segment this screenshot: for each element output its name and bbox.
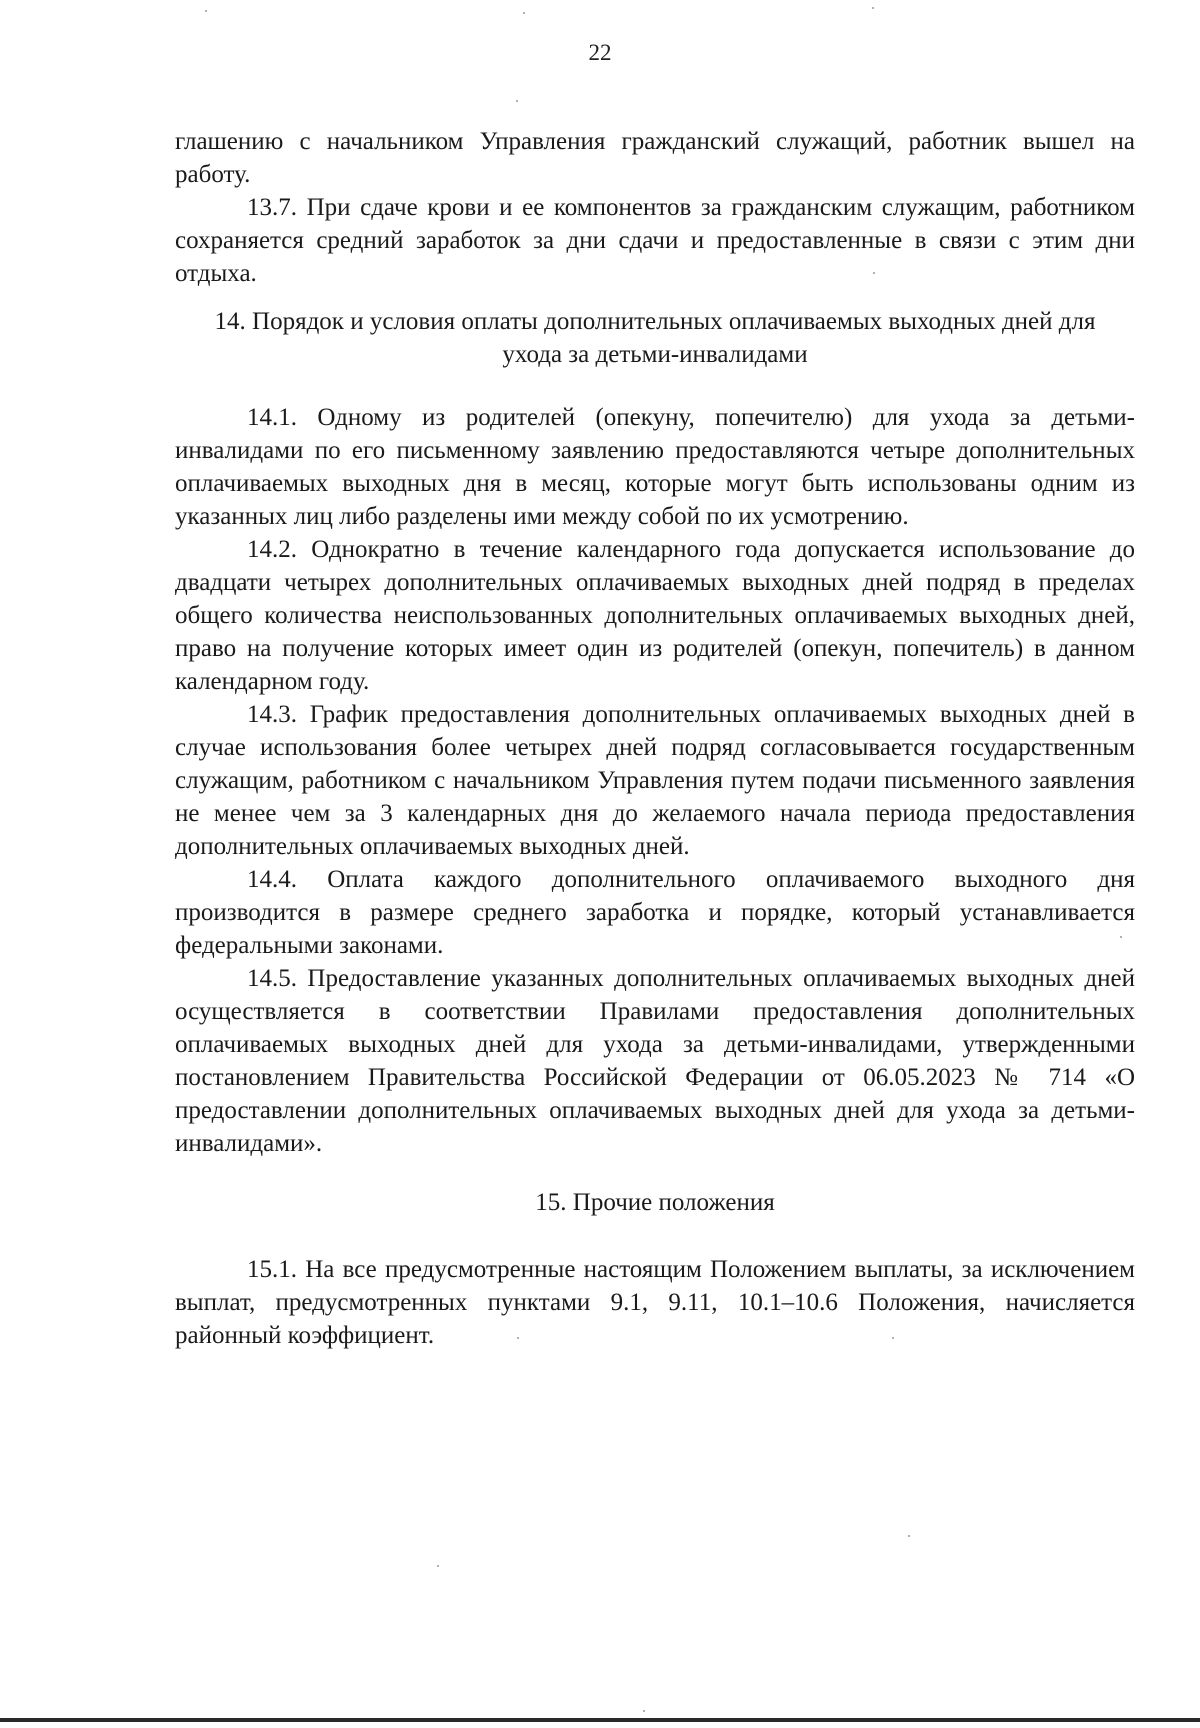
scan-speck (523, 12, 525, 14)
paragraph-continuation: глашению с начальником Управления гражданский служащий, работник вышел на работу. (175, 128, 1135, 188)
page-bottom-edge (0, 1718, 1200, 1722)
scan-speck (517, 1337, 519, 1339)
scan-speck (643, 1710, 645, 1712)
scan-speck (437, 1565, 439, 1567)
paragraph-14-1: 14.1. Одному из родителей (опекуну, попечителю) для ухода за детьми-инвалидами по его письменному заявлению предоставляются четыре дополнительных оплачиваемых выходных дня в месяц, которые могут быть использованы одним из указанных лиц либо разделены ими между собой по их усмотрению. (175, 404, 1135, 530)
scan-speck (205, 10, 207, 12)
paragraph-15-1: 15.1. На все предусмотренные настоящим Положением выплаты, за исключением выплат, предусмотренных пунктами 9.1, 9.11, 10.1–10.6 Положения, начисляется районный коэффициент. (175, 1256, 1135, 1349)
paragraph-14-4: 14.4. Оплата каждого дополнительного оплачиваемого выходного дня производится в размере среднего заработка и порядке, который устанавливается федеральными законами. (175, 866, 1135, 959)
section-14-heading: 14. Порядок и условия оплаты дополнительных оплачиваемых выходных дней для ухода за детьми-инвалидами (214, 308, 1096, 368)
scan-speck (516, 100, 518, 102)
paragraph-14-5: 14.5. Предоставление указанных дополнительных оплачиваемых выходных дней осуществляется в соответствии Правилами предоставления дополнительных оплачиваемых выходных дней для ухода за детьми-инвалидами, утвержденными постановлением Правительства Российской Федерации от 06.05.2023 № 714 «О предоставлении дополнительных оплачиваемых выходных дней для ухода за детьми-инвалидами». (175, 965, 1135, 1157)
document-body (175, 125, 1135, 1352)
paragraph-14-3: 14.3. График предоставления дополнительных оплачиваемых выходных дней в случае использования более четырех дней подряд согласовывается государственным служащим, работником с начальником Управления путем подачи письменного заявления не менее чем за 3 календарных дня до желаемого начала периода предоставления дополнительных оплачиваемых выходных дней. (175, 701, 1135, 860)
scan-speck (892, 1337, 894, 1339)
paragraph-14-2: 14.2. Однократно в течение календарного года допускается использование до двадцати четырех дополнительных оплачиваемых выходных дней подряд в пределах общего количества неиспользованных дополнительных оплачиваемых выходных дней, право на получение которых имеет один из родителей (опекун, попечитель) в данном календарном году. (175, 536, 1135, 695)
scan-speck (872, 7, 874, 9)
scan-speck (908, 1535, 910, 1537)
scan-speck (1120, 936, 1122, 938)
paragraph-13-7: 13.7. При сдаче крови и ее компонентов за гражданским служащим, работником сохраняется средний заработок за дни сдачи и предоставленные в связи с этим дни отдыха. (175, 194, 1135, 287)
section-15-heading: 15. Прочие положения (535, 1189, 775, 1216)
page-number: 22 (588, 40, 612, 65)
scan-speck (873, 272, 875, 274)
